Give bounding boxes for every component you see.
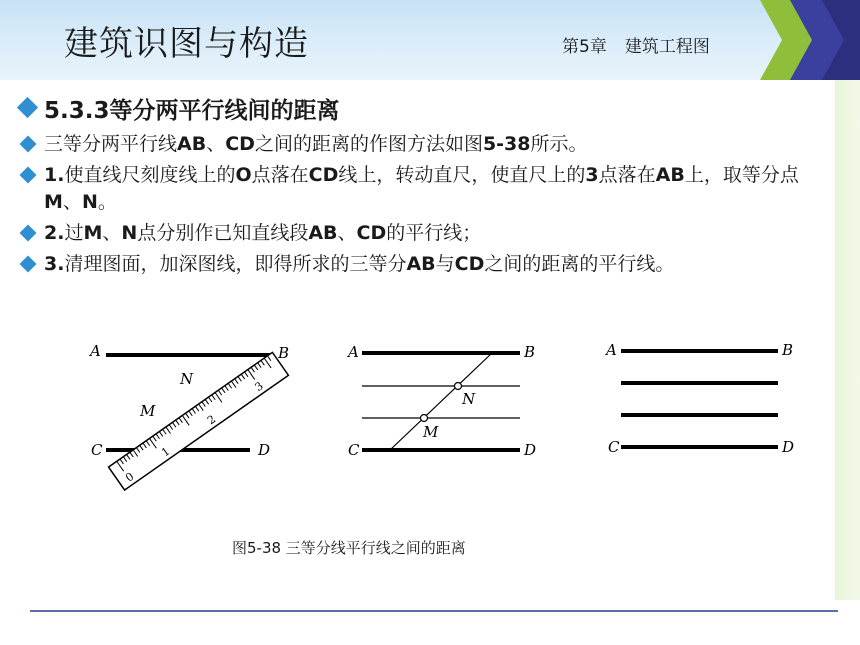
footer-divider xyxy=(30,610,838,612)
ruler-tick-0: 0 xyxy=(123,469,137,485)
label-d: D xyxy=(524,441,537,459)
diamond-bullet-icon xyxy=(20,167,37,184)
header-chevron-decoration xyxy=(760,0,860,80)
header-bar xyxy=(0,0,860,80)
diamond-bullet-icon xyxy=(17,97,38,118)
point-m xyxy=(421,415,428,422)
chapter-label xyxy=(562,32,710,57)
label-c: C xyxy=(348,441,360,459)
list-item xyxy=(18,131,833,158)
list-item xyxy=(18,162,833,216)
ruler xyxy=(109,352,289,490)
label-a: A xyxy=(90,342,101,360)
panel-result xyxy=(604,341,794,456)
diamond-bullet-icon xyxy=(20,256,37,273)
label-d: D xyxy=(258,441,271,459)
ruler-tick-1: 1 xyxy=(159,444,173,460)
chapter-number: 第5章 xyxy=(562,37,607,57)
diagonal-line xyxy=(390,353,492,450)
section-heading-text: 5.3.3等分两平行线间的距离 xyxy=(44,98,340,124)
label-c: C xyxy=(608,438,620,456)
figure-caption: 图5-38 三等分线平行线之间的距离 xyxy=(232,539,466,557)
slide-content xyxy=(18,92,833,282)
figure-5-38-diagram xyxy=(80,315,830,495)
diamond-bullet-icon xyxy=(20,136,37,153)
diamond-bullet-icon xyxy=(20,225,37,242)
panel-construction xyxy=(346,343,536,459)
label-c: C xyxy=(91,441,103,459)
list-item-text: 1.使直线尺刻度线上的O点落在CD线上，转动直尺，使直尺上的3点落在AB上，取等分点M、N。 xyxy=(44,164,799,213)
chapter-name: 建筑工程图 xyxy=(624,37,710,57)
label-m: M xyxy=(140,402,156,420)
side-decoration-band xyxy=(835,80,860,600)
list-item xyxy=(18,251,833,278)
label-b: B xyxy=(782,341,794,359)
course-title: 建筑识图与构造 xyxy=(64,24,309,64)
list-item-text: 三等分两平行线AB、CD之间的距离的作图方法如图5-38所示。 xyxy=(44,133,588,155)
list-item-text: 2.过M、N点分别作已知直线段AB、CD的平行线； xyxy=(44,222,482,244)
list-item-text: 3.清理图面，加深图线，即得所求的三等分AB与CD之间的距离的平行线。 xyxy=(44,253,675,275)
label-a: A xyxy=(606,341,617,359)
label-b: B xyxy=(278,344,290,362)
ruler-tick-2: 2 xyxy=(205,412,219,428)
label-a: A xyxy=(348,343,359,361)
label-d: D xyxy=(782,438,795,456)
list-item xyxy=(18,220,833,247)
label-n: N xyxy=(462,390,476,408)
section-heading xyxy=(18,92,833,125)
panel-ruler-method xyxy=(88,342,289,490)
point-n xyxy=(455,383,462,390)
label-n: N xyxy=(180,370,194,388)
label-b: B xyxy=(524,343,536,361)
ruler-tick-3: 3 xyxy=(252,379,266,394)
label-m: M xyxy=(423,423,439,441)
